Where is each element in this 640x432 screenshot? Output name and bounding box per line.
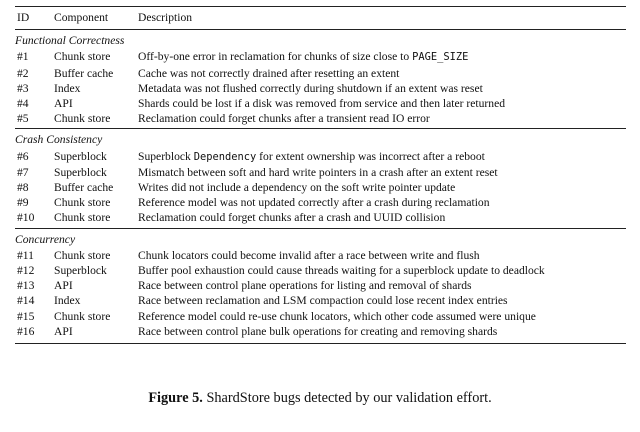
bug-description: Writes did not include a dependency on the soft write pointer update bbox=[138, 181, 456, 195]
bug-description: Mismatch between soft and hard write pointers in a crash after an extent reset bbox=[138, 165, 498, 179]
header-id: ID bbox=[15, 7, 54, 30]
bug-id: #9 bbox=[17, 196, 29, 210]
bug-component: Superblock bbox=[54, 165, 107, 179]
table-row bbox=[15, 111, 626, 129]
bug-component: Chunk store bbox=[54, 50, 111, 64]
bug-description: Reclamation could forget chunks after a transient read IO error bbox=[138, 112, 430, 126]
bug-description: Race between reclamation and LSM compaction could lose recent index entries bbox=[138, 294, 508, 308]
bug-description: Race between control plane operations for listing and removal of shards bbox=[138, 279, 472, 293]
table-row bbox=[15, 180, 626, 195]
bug-component: Chunk store bbox=[54, 248, 111, 262]
section-heading-row bbox=[15, 129, 626, 148]
section-heading: Concurrency bbox=[15, 232, 76, 246]
bug-description-cell bbox=[138, 165, 626, 180]
bug-id: #10 bbox=[17, 211, 35, 225]
table-row bbox=[15, 66, 626, 81]
bug-component: Index bbox=[54, 81, 81, 95]
bug-component: Chunk store bbox=[54, 211, 111, 225]
bug-description-cell bbox=[138, 309, 626, 324]
bug-component: Buffer cache bbox=[54, 181, 114, 195]
section-heading-row bbox=[15, 30, 626, 50]
bug-description-cell bbox=[138, 66, 626, 81]
section-heading: Functional Correctness bbox=[15, 34, 125, 48]
bug-id: #8 bbox=[17, 181, 29, 195]
bug-component: Index bbox=[54, 294, 81, 308]
bug-description-cell bbox=[138, 248, 626, 263]
bug-component: Chunk store bbox=[54, 112, 111, 126]
bug-component: API bbox=[54, 279, 73, 293]
bug-description-cell bbox=[138, 81, 626, 96]
bug-description-cell bbox=[138, 111, 626, 129]
bug-description-cell bbox=[138, 149, 626, 165]
bug-component: Chunk store bbox=[54, 196, 111, 210]
table-row bbox=[15, 210, 626, 228]
table-row bbox=[15, 293, 626, 308]
bug-id: #12 bbox=[17, 264, 35, 278]
bug-description: Superblock bbox=[138, 149, 194, 163]
table-body bbox=[15, 30, 626, 344]
bug-description: Reclamation could forget chunks after a crash and UUID collision bbox=[138, 211, 446, 225]
bug-description-cell bbox=[138, 263, 626, 278]
table-row bbox=[15, 263, 626, 278]
bug-component: Chunk store bbox=[54, 309, 111, 323]
section-heading-row bbox=[15, 229, 626, 248]
table-row bbox=[15, 96, 626, 111]
table-row bbox=[15, 81, 626, 96]
bug-id: #6 bbox=[17, 149, 29, 163]
table-row bbox=[15, 149, 626, 165]
bug-description: Shards could be lost if a disk was removed from service and then later returned bbox=[138, 97, 506, 111]
table-row bbox=[15, 309, 626, 324]
bug-id: #13 bbox=[17, 279, 35, 293]
bug-component: API bbox=[54, 324, 138, 344]
section-heading: Crash Consistency bbox=[15, 133, 103, 147]
bug-table bbox=[15, 6, 626, 344]
bug-description: Reference model was not updated correctly after a crash during reclamation bbox=[138, 196, 490, 210]
bug-id: #7 bbox=[17, 165, 29, 179]
header-component: Component bbox=[54, 7, 138, 30]
figure-caption-label: Figure 5. bbox=[148, 390, 203, 406]
bug-description: Off-by-one error in reclamation for chunks of size close to bbox=[138, 50, 413, 64]
table-row bbox=[15, 248, 626, 263]
bug-description-cell bbox=[138, 96, 626, 111]
bug-description-cell bbox=[138, 180, 626, 195]
table-row bbox=[15, 49, 626, 65]
bug-id: #16 bbox=[15, 324, 54, 344]
bug-id: #2 bbox=[17, 66, 29, 80]
bug-description-tail: for extent ownership was incorrect after a reboot bbox=[256, 149, 485, 163]
bug-description-cell bbox=[138, 210, 626, 228]
bug-description-cell bbox=[138, 324, 626, 344]
figure-caption-text: ShardStore bugs detected by our validation effort. bbox=[202, 390, 492, 406]
bug-component: Superblock bbox=[54, 264, 107, 278]
bug-description-cell bbox=[138, 293, 626, 308]
bug-description: Metadata was not flushed correctly during shutdown if an extent was reset bbox=[138, 81, 483, 95]
bug-description-cell bbox=[138, 278, 626, 293]
bug-id: #14 bbox=[17, 294, 35, 308]
bug-id: #1 bbox=[17, 50, 29, 64]
bug-description-cell bbox=[138, 49, 626, 65]
table-header-row bbox=[15, 7, 626, 30]
bug-id: #5 bbox=[17, 112, 29, 126]
bug-id: #11 bbox=[17, 248, 34, 262]
bug-description: Reference model could re-use chunk locators, which other code assumed were unique bbox=[138, 309, 536, 323]
bug-id: #3 bbox=[17, 81, 29, 95]
table-row bbox=[15, 195, 626, 210]
table-row bbox=[15, 278, 626, 293]
table-row bbox=[15, 165, 626, 180]
bug-id: #15 bbox=[17, 309, 35, 323]
bug-component: API bbox=[54, 97, 73, 111]
code-identifier: PAGE_SIZE bbox=[412, 51, 469, 64]
bug-description-cell bbox=[138, 195, 626, 210]
bug-description: Chunk locators could become invalid after a race between write and flush bbox=[138, 248, 480, 262]
figure-caption bbox=[0, 390, 640, 407]
table-row bbox=[15, 324, 626, 344]
code-identifier: Dependency bbox=[193, 150, 257, 163]
bug-table-container bbox=[15, 6, 626, 344]
bug-component: Superblock bbox=[54, 149, 107, 163]
bug-component: Buffer cache bbox=[54, 66, 114, 80]
bug-description: Cache was not correctly drained after resetting an extent bbox=[138, 66, 400, 80]
bug-description: Race between control plane bulk operations for creating and removing shards bbox=[138, 324, 498, 338]
bug-id: #4 bbox=[17, 97, 29, 111]
bug-description: Buffer pool exhaustion could cause threads waiting for a superblock update to deadlock bbox=[138, 264, 545, 278]
header-description: Description bbox=[138, 7, 626, 30]
